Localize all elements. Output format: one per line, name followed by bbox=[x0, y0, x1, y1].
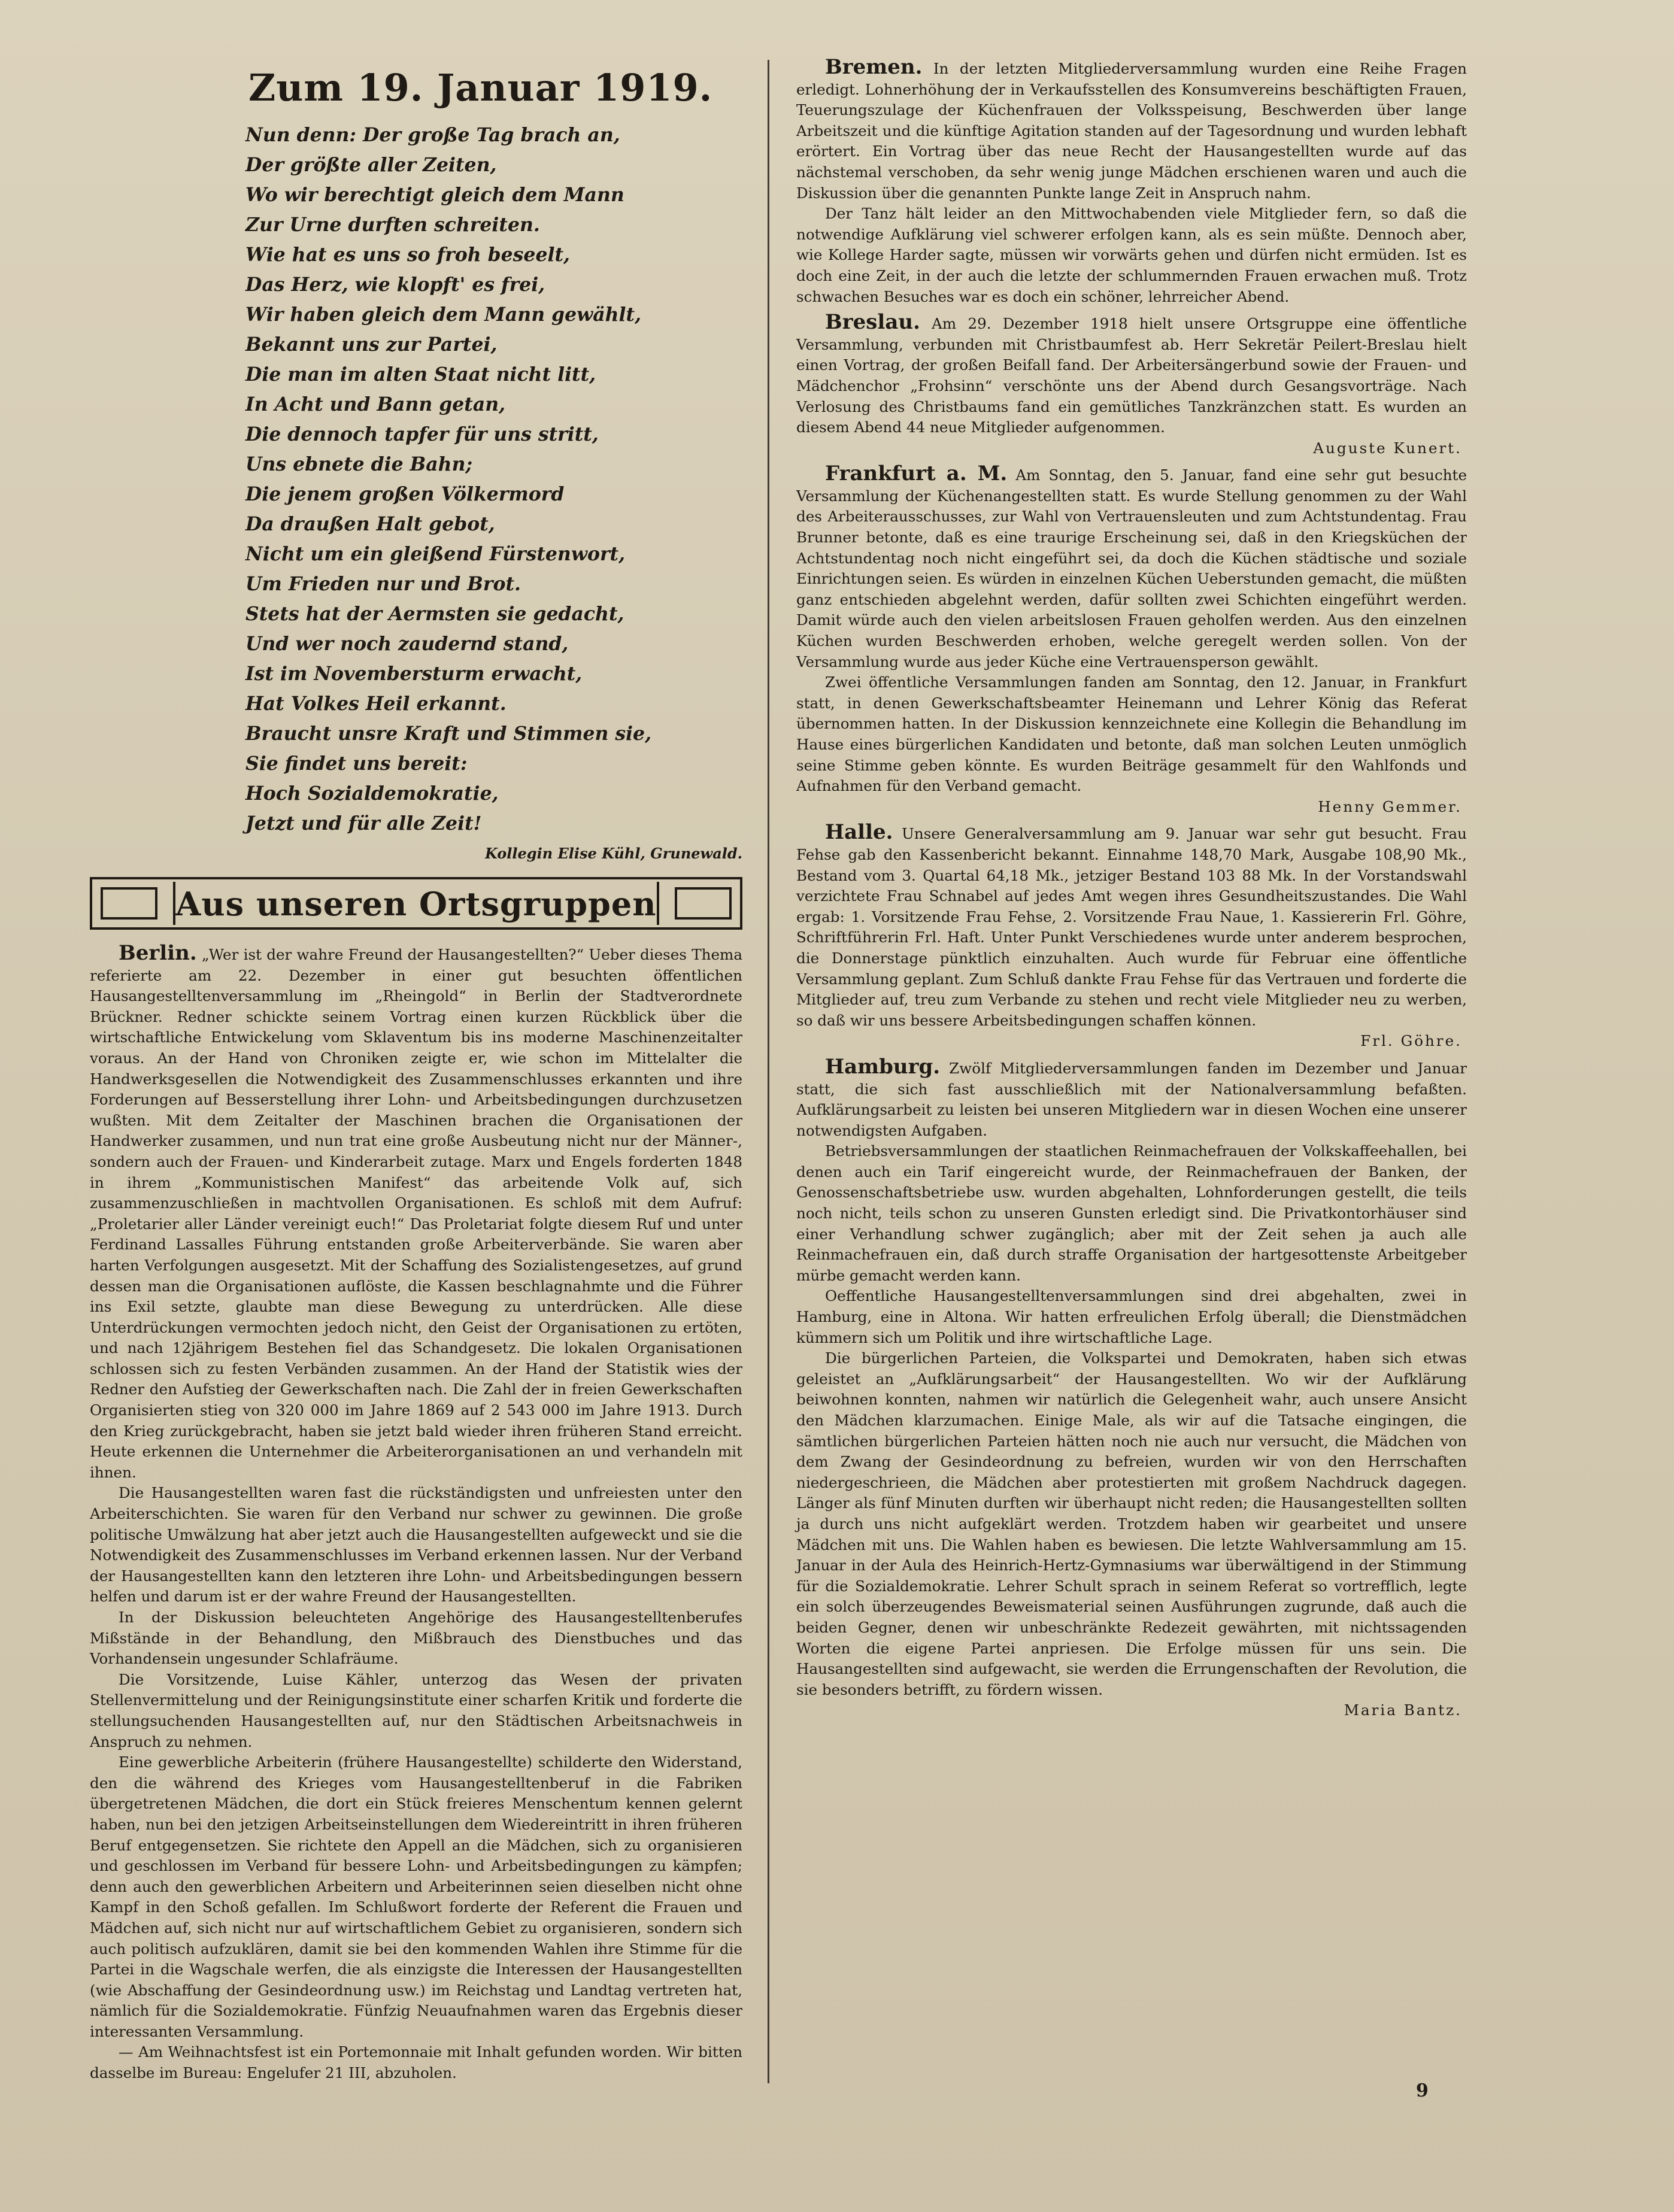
right-column bbox=[796, 57, 1467, 1726]
section-heading-box bbox=[90, 877, 742, 930]
poem-line: Braucht unsre Kraft und Stimmen sie, bbox=[245, 723, 652, 745]
paragraph: Die Vorsitzende, Luise Kähler, unterzog das Wesen der privaten Stellenvermittelung und der Reinigungsinstitute einer scharfen Kritik und forderte die stellungsuchenden Hausangestellten auf, nur den Städtischen Arbeitsnachweis in Anspruch zu nehmen. bbox=[90, 1670, 742, 1750]
heading-ornament-box bbox=[101, 887, 157, 920]
page-number: 9 bbox=[1416, 2080, 1429, 2101]
poem-body bbox=[245, 120, 742, 839]
poem-line: Nicht um ein gleißend Fürstenwort, bbox=[245, 543, 626, 565]
paragraph: Unsere Generalversammlung am 9. Januar war sehr gut besucht. Frau Fehse gab den Kassenbericht bekannt. Einnahme 148,70 Mark, Ausgabe 108,90 Mk., Bestand vom 3. Quartal 64,18 Mk., jetziger Bestand 103 88 Mk. In der Vorstandswahl verzichtete Frau Schnabel auf jedes Amt wegen ihres Gesundheitszustandes. Die Wahl ergab: 1. Vorsitzende Frau Fehse, 2. Vorsitzende Frau Naue, 1. Kassiererin Frl. Göhre, Schriftführerin Frl. Haft. Unter Punkt Verschiedenes wurde unter anderem besprochen, die Donnerstage pünktlich einzuhalten. Auch wurde für Februar eine öffentliche Versammlung geplant. Zum Schluß dankte Frau Fehse für das Vertrauen und forderte die Mitglieder auf, treu zum Verbande zu stehen und recht viele Mitglieder neu zu werben, so daß wir uns bessere Arbeitsbedingungen schaffen können. bbox=[796, 825, 1467, 1029]
poem-line: Und wer noch zaudernd stand, bbox=[245, 633, 569, 655]
poem-title: Zum 19. Januar 1919. bbox=[248, 66, 713, 110]
paragraph: Am 29. Dezember 1918 hielt unsere Ortsgruppe eine öffentliche Versammlung, verbunden mit Christbaumfest ab. Herr Sekretär Peilert-Breslau hielt einen Vortrag, der großen Beifall fand. Der Arbeitersängerbund sowie der Frauen- und Mädchenchor „Frohsinn“ verschönte uns der Abend durch Gesangsvorträge. Nach Verlosung des Christbaums fand ein gemütliches Tanzkränzchen statt. Es wurden an diesem Abend 44 neue Mitglieder aufgenommen. bbox=[796, 315, 1467, 436]
poem-line: In Acht und Bann getan, bbox=[245, 393, 506, 415]
left-column bbox=[90, 57, 742, 2089]
poem-line: Nun denn: Der große Tag brach an, bbox=[245, 124, 620, 146]
article-breslau bbox=[796, 312, 1467, 459]
paragraph: Der Tanz hält leider an den Mittwochabenden viele Mitglieder fern, so daß die notwendige Aufklärung viel schwerer erfolgen kann, als es sein müßte. Dennoch aber, wie Kollege Harder sagte, müssen wir vorwärts gehen und dürfen nicht ermüden. Ist es doch eine Zeit, in der auch die letzte der schlummernden Frauen erwachen muß. Trotz schwachen Besuches war es doch ein schöner, lehrreicher Abend. bbox=[796, 205, 1467, 305]
article-bremen bbox=[796, 57, 1467, 307]
poem-line: Wie hat es uns so froh beseelt, bbox=[245, 244, 570, 266]
poem-line: Um Frieden nur und Brot. bbox=[245, 573, 521, 595]
article-berlin bbox=[90, 943, 742, 2084]
city-heading: Hamburg. bbox=[825, 1054, 941, 1079]
poem-line: Die dennoch tapfer für uns stritt, bbox=[245, 423, 599, 445]
poem-line: Wo wir berechtigt gleich dem Mann bbox=[245, 184, 624, 206]
poem-line: Ist im Novembersturm erwacht, bbox=[245, 663, 583, 685]
poem-line: Zur Urne durften schreiten. bbox=[245, 214, 540, 236]
paragraph: Die bürgerlichen Parteien, die Volkspartei und Demokraten, haben sich etwas geleistet an „Aufklärungsarbeit“ der Hausangestellten. Wo wir der Aufklärung beiwohnen konnten, nahmen wir natürlich die Gelegenheit wahr, auch unsere Ansicht den Mädchen klarzumachen. Einige Male, als wir auf die Tatsache eingingen, die sämtlichen bürgerlichen Parteien hätten noch nie auch nur versucht, die Mädchen von dem Zwang der Gesindeordnung zu befreien, wurden wir von den Herrschaften niedergeschrieen, die Mädchen aber protestierten mit großem Nachdruck dagegen. Länger als fünf Minuten durften wir überhaupt nicht reden; die Hausangestellten sollten ja durch uns nicht aufgeklärt werden. Trotzdem haben wir gearbeitet und unsere Mädchen mit uns. Die Wahlen haben es bewiesen. Die letzte Wahlversammlung am 15. Januar in der Aula des Heinrich-Hertz-Gymnasiums war überwältigend in der Stimmung für die Sozialdemokratie. Lehrer Schult sprach in seinem Referat so vortrefflich, legte ein solch überzeugendes Beweismaterial seinen Ausführungen zugrunde, daß auch die beiden Gegner, denen wir unbeschränkte Redezeit gewährten, mit nichtssagenden Worten die eigene Partei anpriesen. Die Erfolge müssen für uns sein. Die Hausangestellten sind aufgewacht, sie werden die Errungenschaften der Revolution, die sie besonders betrifft, zu fördern wissen. bbox=[796, 1349, 1467, 1698]
poem-line: Die man im alten Staat nicht litt, bbox=[245, 363, 596, 386]
paragraph: — Am Weihnachtsfest ist ein Portemonnaie mit Inhalt gefunden worden. Wir bitten dasselbe im Bureau: Engelufer 21 III, abzuholen. bbox=[90, 2043, 742, 2082]
signature: Maria Bantz. bbox=[1344, 1701, 1462, 1719]
article-frankfurt bbox=[796, 463, 1467, 817]
poem-line: Da draußen Halt gebot, bbox=[245, 513, 495, 535]
poem-line: Uns ebnete die Bahn; bbox=[245, 453, 473, 475]
signature: Henny Gemmer. bbox=[1318, 797, 1462, 815]
poem-line: Hoch Sozialdemokratie, bbox=[245, 782, 499, 805]
poem bbox=[90, 66, 742, 862]
paragraph: „Wer ist der wahre Freund der Hausangestellten?“ Ueber dieses Thema referierte am 22. Dezember in einer gut besuchten öffentlichen Hausangestelltenversammlung im „Rheingold“ in Berlin der Stadtverordnete Brückner. Redner schickte seinem Vortrag einen kurzen Rückblick über die wirtschaftliche Entwickelung vom Sklaventum bis ins moderne Maschinenzeitalter voraus. An der Hand von Chroniken zeigte er, wie schon im Mittelalter die Handwerksgesellen die Notwendigkeit des Zusammenschlusses erkannten und ihre Forderungen auf Besserstellung ihrer Lohn- und Arbeitsbedingungen durchzusetzen wußten. Mit dem Zeitalter der Maschinen brachen die Organisationen der Handwerker zusammen, und nun trat eine große Ausbeutung nicht nur der Männer-, sondern auch der Frauen- und Kinderarbeit zutage. Marx und Engels forderten 1848 in ihrem „Kommunistischen Manifest“ das arbeitende Volk auf, sich zusammenzuschließen in machtvollen Organisationen. Es schloß mit dem Aufruf: „Proletarier aller Länder vereinigt euch!“ Das Proletariat folgte diesem Ruf und unter Ferdinand Lassalles Führung entstanden große Arbeiterverbände. Sie waren aber harten Verfolgungen ausgesetzt. Mit der Schaffung des Sozialistengesetzes, auf grund dessen man die Organisationen auflöste, die Kassen beschlagnahmte und die Führer ins Exil setzte, glaubte man diese Bewegung zu unterdrücken. Alle diese Unterdrückungen vermochten jedoch nicht, den Geist der Organisationen zu ertöten, und nach 12jährigem Bestehen fiel das Schandgesetz. Die lokalen Organisationen schlossen sich zu festen Verbänden zusammen. An der Hand der Statistik wies der Redner den Aufstieg der Gewerkschaften nach. Die Zahl der in freien Gewerkschaften Organisierten stieg von 320 000 im Jahre 1869 auf 2 543 000 im Jahre 1913. Durch den Krieg zurückgebracht, haben sie jetzt bald wieder ihren früheren Stand erreicht. Heute erkennen die Unternehmer die Arbeiterorganisationen an und verhandeln mit ihnen. bbox=[90, 946, 742, 1481]
poem-line: Sie findet uns bereit: bbox=[245, 752, 468, 775]
signature: Frl. Göhre. bbox=[1360, 1032, 1462, 1050]
poem-line: Stets hat der Aermsten sie gedacht, bbox=[245, 603, 624, 625]
poem-author: Kollegin Elise Kühl, Grunewald. bbox=[484, 845, 742, 862]
poem-line: Hat Volkes Heil erkannt. bbox=[245, 693, 507, 715]
city-heading: Halle. bbox=[825, 820, 893, 845]
city-heading: Frankfurt a. M. bbox=[825, 462, 1008, 486]
poem-line: Der größte aller Zeiten, bbox=[245, 154, 497, 176]
city-heading: Berlin. bbox=[119, 941, 197, 965]
paragraph: Betriebsversammlungen der staatlichen Reinmachefrauen der Volkskaffeehallen, bei denen auch ein Tarif eingereicht wurde, der Reinmachefrauen der Banken, der Genossenschaftsbetriebe usw. wurden abgehalten, Lohnforderungen gestellt, die teils noch nicht, teils schon zu unseren Gunsten erledigt sind. Die Privatkontorhäuser sind einer Verhandlung schwer zugänglich; aber mit der Zeit sehen ja auch alle Reinmachefrauen ein, daß durch straffe Organisation der hartgesottenste Arbeitgeber mürbe gemacht werden kann. bbox=[796, 1142, 1467, 1284]
signature: Auguste Kunert. bbox=[1313, 439, 1462, 457]
paragraph: Am Sonntag, den 5. Januar, fand eine sehr gut besuchte Versammlung der Küchenangestellten statt. Es wurde Stellung genommen zu der Wahl des Arbeiterausschusses, zur Wahl von Vertrauensleuten und zum Achtstundentag. Frau Brunner betonte, daß es eine traurige Erscheinung sei, daß in den Kriegsküchen der Achtstundentag noch nicht eingeführt sei, da doch die Küchen städtische und soziale Einrichtungen seien. Es würden in einzelnen Küchen Ueberstunden gemacht, die müßten ganz entschieden abgelehnt werden, dafür sollten zwei Schichten eingeführt werden. Damit würde auch den vielen arbeitslosen Frauen geholfen werden. Aus den einzelnen Küchen wurden Beschwerden erhoben, welche geregelt werden sollen. Von der Versammlung wurde aus jeder Küche eine Vertrauensperson gewählt. bbox=[796, 466, 1467, 670]
poem-line: Wir haben gleich dem Mann gewählt, bbox=[245, 304, 642, 326]
article-halle bbox=[796, 822, 1467, 1052]
city-heading: Breslau. bbox=[825, 310, 920, 335]
city-heading: Bremen. bbox=[825, 55, 923, 79]
article-hamburg bbox=[796, 1054, 1467, 1721]
paragraph: Oeffentliche Hausangestelltenversammlungen sind drei abgehalten, zwei in Hamburg, eine in Altona. Wir hatten erfreulichen Erfolg überall; die Dienstmädchen kümmern sich um Politik und ihre wirtschaftliche Lage. bbox=[796, 1287, 1467, 1346]
poem-line: Bekannt uns zur Partei, bbox=[245, 333, 498, 356]
poem-line: Das Herz, wie klopft' es frei, bbox=[245, 274, 545, 296]
paragraph: Die Hausangestellten waren fast die rückständigsten und unfreiesten unter den Arbeiterschichten. Sie waren für den Verband nur schwer zu gewinnen. Die große politische Umwälzung hat aber jetzt auch die Hausangestellten aufgeweckt und sie die Notwendigkeit des Zusammenschlusses im Verband erkennen lassen. Nur der Verband der Hausangestellten kann den letzteren ihre Lohn- und Arbeitsbedingungen bessern helfen und darum ist er der wahre Freund der Hausangestellten. bbox=[90, 1484, 742, 1606]
paragraph: In der letzten Mitgliederversammlung wurden eine Reihe Fragen erledigt. Lohnerhöhung der in Verkaufsstellen des Konsumvereins beschäftigten Frauen, Teuerungszulage der Küchenfrauen der Volksspeisung, Beschwerden über lange Arbeitszeit und die künftige Agitation standen auf der Tagesordnung und wurden lebhaft erörtert. Ein Vortrag über das neue Recht der Hausangestellten wurde auf das nächstemal verschoben, da sehr wenig junge Mädchen erschienen waren und auch die Diskussion über die genannten Punkte lange Zeit in Anspruch nahm. bbox=[796, 60, 1467, 202]
section-heading: Aus unseren Ortsgruppen bbox=[173, 882, 659, 925]
paragraph: In der Diskussion beleuchteten Angehörige des Hausangestelltenberufes Mißstände in der Behandlung, den Mißbrauch des Dienstbuches und das Vorhandensein ungesunder Schlafräume. bbox=[90, 1609, 742, 1668]
paragraph: Zwölf Mitgliederversammlungen fanden im Dezember und Januar statt, die sich fast ausschließlich mit der Nationalversammlung befaßten. Aufklärungsarbeit zu leisten bei unseren Mitgliedern war in diesen Wochen eine unserer notwendigsten Aufgaben. bbox=[796, 1059, 1467, 1139]
paragraph: Eine gewerbliche Arbeiterin (frühere Hausangestellte) schilderte den Widerstand, den die während des Krieges vom Hausangestelltenberuf in die Fabriken übergetretenen Mädchen, die dort ein Stück freieres Menschentum kennen gelernt haben, nun bei den jetzigen Arbeitseinstellungen dem Wiedereintritt in ihren früheren Beruf entgegensetzen. Sie richtete den Appell an die Mädchen, sich zu organisieren und geschlossen im Verband für bessere Lohn- und Arbeitsbedingungen zu kämpfen; denn auch den gewerblichen Arbeitern und Arbeiterinnen seien dieselben nicht ohne Kampf in den Schoß gefallen. Im Schlußwort forderte der Referent die Frauen und Mädchen auf, sich nicht nur auf wirtschaftlichem Gebiet zu organisieren, sondern sich auch politisch aufzuklären, damit sie bei den kommenden Wahlen ihre Stimme für die Partei in die Wagschale werfen, die als einzigste die Interessen der Hausangestellten (wie Abschaffung der Gesindeordnung usw.) im Reichstag und Landtag vertreten hat, nämlich für die Sozialdemokratie. Fünfzig Neuaufnahmen waren das Ergebnis dieser interessanten Versammlung. bbox=[90, 1753, 742, 2040]
poem-line: Jetzt und für alle Zeit! bbox=[245, 812, 482, 835]
column-rule bbox=[768, 60, 769, 2083]
paragraph: Zwei öffentliche Versammlungen fanden am Sonntag, den 12. Januar, in Frankfurt statt, in denen Gewerkschaftsbeamter Heinemann und Lehrer König das Referat übernommen hatten. In der Diskussion kennzeichnete eine Kollegin die Behandlung im Hause eines bürgerlichen Kandidaten und betonte, daß man solchen Leuten unmöglich seine Stimme geben könnte. Es wurden Beiträge gesammelt für den Wahlfonds und Aufnahmen für den Verband gemacht. bbox=[796, 673, 1467, 795]
poem-line: Die jenem großen Völkermord bbox=[245, 483, 565, 505]
heading-ornament-box bbox=[675, 887, 732, 920]
